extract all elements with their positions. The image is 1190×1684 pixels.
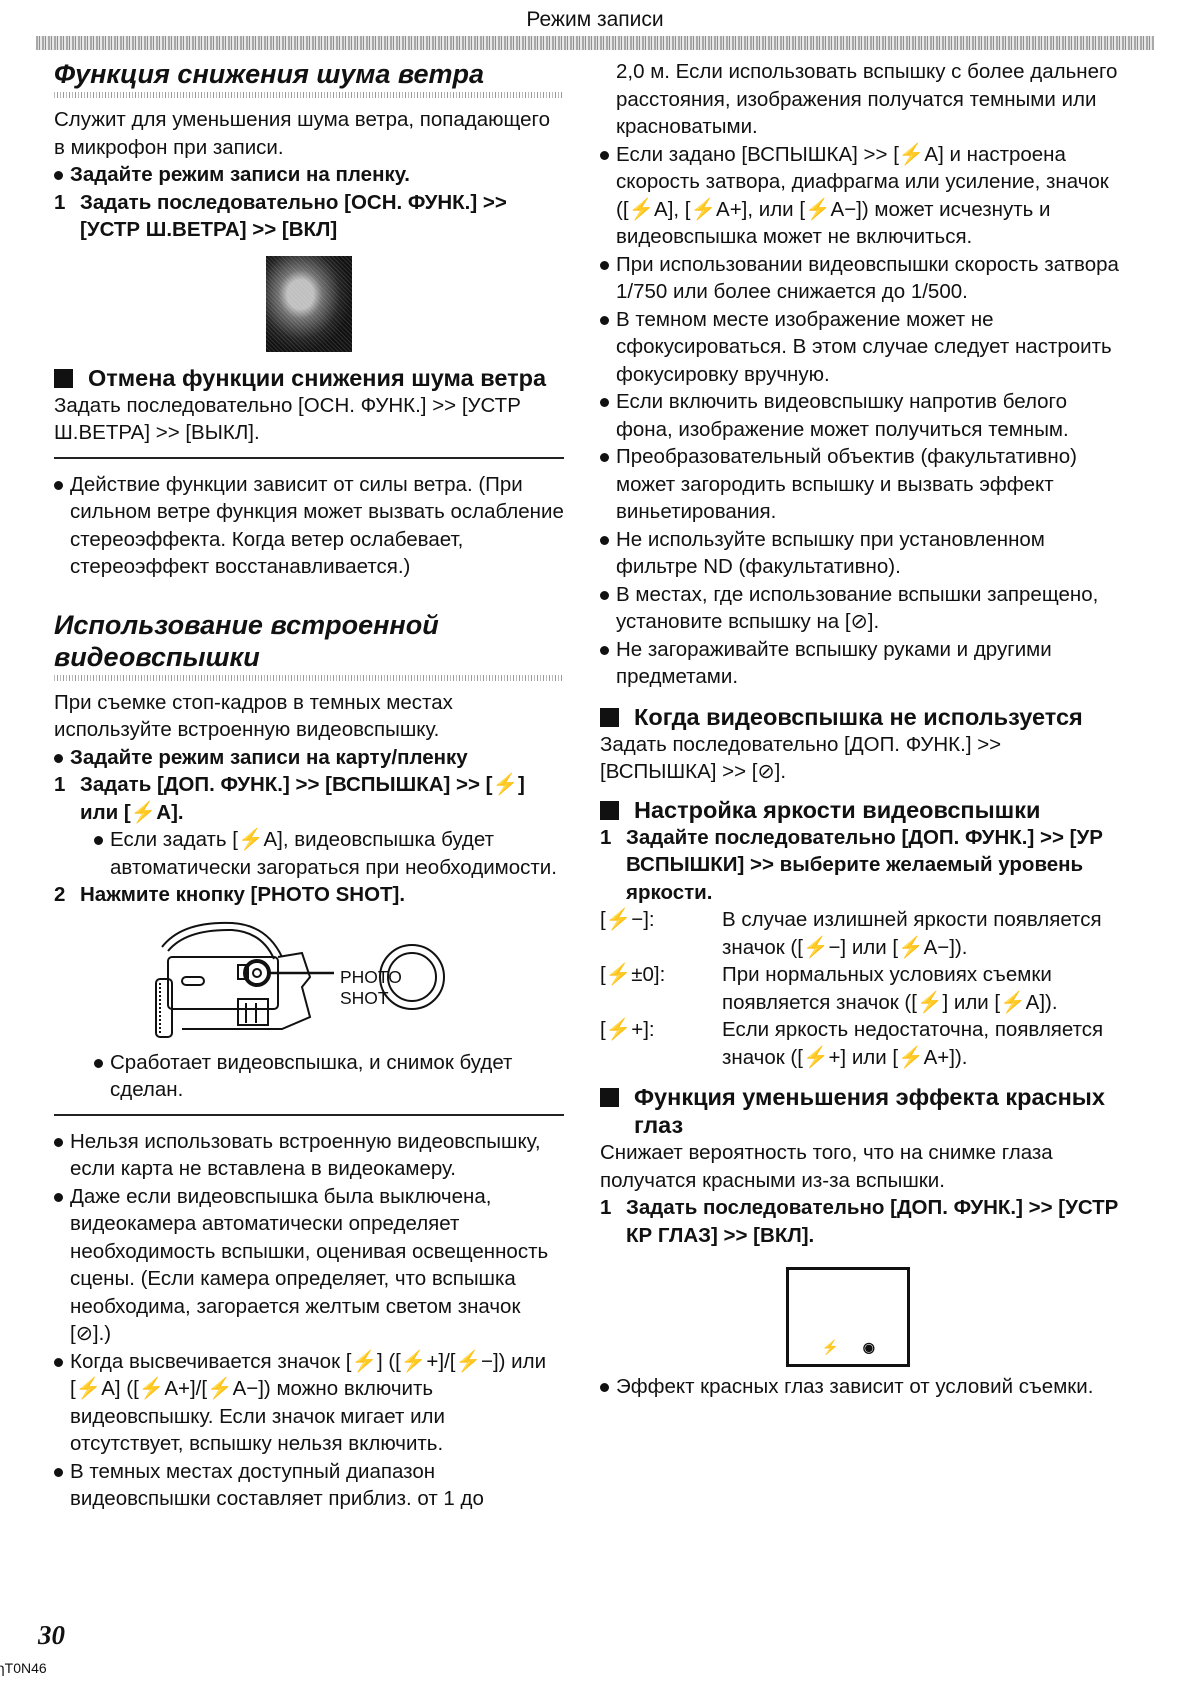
- flash-note: В темном месте изображение может не сфокусироваться. В этом случае следует настроить фокусировку вручную.: [600, 306, 1120, 389]
- wind-cancel-text: Задать последовательно [ОСН. ФУНК.] >> [УСТР Ш.ВЕТРА] >> [ВЫКЛ].: [54, 393, 521, 444]
- wind-step-1: 1 Задать последовательно [ОСН. ФУНК.] >> [УСТР Ш.ВЕТРА] >> [ВКЛ]: [54, 190, 507, 241]
- camera-figure: [54, 917, 564, 1045]
- wind-precondition: Задайте режим записи на пленку.: [54, 161, 564, 189]
- flash-eye-icons: ⚡ ◉: [821, 1339, 885, 1355]
- divider: [54, 1114, 564, 1116]
- flash-note: Если включить видеовспышку напротив белого фона, изображение может получиться темным.: [600, 388, 1120, 443]
- bullet-icon: [600, 398, 609, 407]
- range-continued: 2,0 м. Если использовать вспышку с более дальнего расстояния, изображения получатся темными или красноватыми.: [616, 60, 1118, 138]
- flash-step-1-note: Если задать [⚡A], видеовспышка будет автоматически загораться при необходимости.: [94, 826, 564, 881]
- wind-intro: Служит для уменьшения шума ветра, попадающего в микрофон при записи.: [54, 108, 550, 159]
- flash-note: Нельзя использовать встроенную видеовспышку, если карта не вставлена в видеокамеру.: [54, 1128, 564, 1183]
- level-key: [⚡±0]:: [600, 963, 666, 986]
- page-number: 30: [38, 1620, 65, 1650]
- level-key: [⚡−]:: [600, 908, 655, 931]
- flash-note: В темных местах доступный диапазон видеовспышки составляет приблиз. от 1 до: [54, 1458, 564, 1513]
- level-desc: При нормальных условиях съемки появляется значок ([⚡] или [⚡A]).: [722, 963, 1058, 1014]
- bullet-icon: [600, 261, 609, 270]
- red-eye-step-1: 1 Задать последовательно [ДОП. ФУНК.] >> [УСТР КР ГЛАЗ] >> [ВКЛ].: [600, 1196, 1119, 1247]
- wind-note: Действие функции зависит от силы ветра. (При сильном ветре функция может вызвать ослабление стереоэффекта. Когда ветер ослабевает, стереоэффект восстанавливается.): [54, 471, 564, 581]
- flash-step-2: 2 Нажмите кнопку [PHOTO SHOT].: [54, 881, 564, 909]
- flash-step-1: 1 Задать [ДОП. ФУНК.] >> [ВСПЫШКА] >> [⚡] или [⚡A].: [54, 773, 525, 824]
- square-bullet-icon: [600, 801, 619, 820]
- flash-note: Даже если видеовспышка была выключена, видеокамера автоматически определяет необходимость вспышки, оценивая освещенность сцены. (Если камера определяет, что вспышка необходима, загорается желтым светом значок [⊘].): [54, 1183, 564, 1348]
- photo-shot-label: PHOTO SHOT: [340, 966, 402, 1008]
- step-number: 1: [54, 773, 66, 796]
- flash-not-used-text: Задать последовательно [ДОП. ФУНК.] >> [ВСПЫШКА] >> [⊘].: [600, 732, 1002, 783]
- flash-precondition: Задайте режим записи на карту/пленку: [54, 744, 564, 772]
- flash-after-figure: Сработает видеовспышка, и снимок будет сделан.: [94, 1049, 564, 1104]
- flash-note: В местах, где использование вспышки запрещено, установите вспышку на [⊘].: [600, 581, 1120, 636]
- brightness-step-1: 1 Задайте последовательно [ДОП. ФУНК.] >> [УР ВСПЫШКИ] >> выберите желаемый уровень яркости.: [600, 825, 1103, 904]
- flash-note: Когда высвечивается значок [⚡] ([⚡+]/[⚡−]) или [⚡A] ([⚡A+]/[⚡A−]) можно включить видеовспышку. Если значок мигает или отсутствует, вспышку нельзя включить.: [54, 1348, 564, 1458]
- flash-note: Не загораживайте вспышку руками и другими предметами.: [600, 636, 1120, 691]
- flash-title-line1: Использование встроенной: [54, 609, 439, 640]
- document-code: ɿT0N46: [0, 1660, 47, 1676]
- bullet-icon: [54, 1193, 63, 1202]
- level-key: [⚡+]:: [600, 1018, 655, 1041]
- step-number: 1: [600, 1196, 612, 1219]
- bullet-icon: [54, 754, 63, 763]
- bullet-icon: [600, 536, 609, 545]
- square-bullet-icon: [600, 708, 619, 727]
- step-number: 1: [54, 190, 66, 214]
- bullet-icon: [600, 591, 609, 600]
- brightness-heading: Настройка яркости видеовспышки: [600, 796, 1120, 824]
- square-bullet-icon: [54, 369, 73, 388]
- camcorder-illustration: [142, 917, 472, 1045]
- divider: [54, 457, 564, 459]
- wind-title: Функция снижения шума ветра: [54, 59, 485, 89]
- flash-title-line2: видеовспышки: [54, 641, 260, 672]
- bullet-icon: [54, 1138, 63, 1147]
- title-underline: [54, 92, 564, 98]
- bullet-icon: [54, 171, 63, 180]
- bullet-icon: [600, 151, 609, 160]
- section-header: Режим записи: [526, 8, 664, 31]
- flash-note: Если задано [ВСПЫШКА] >> [⚡A] и настроена скорость затвора, диафрагма или усиление, значок ([⚡A], [⚡A+], или [⚡A−]) может исчезнуть и видеовспышка может не включиться.: [600, 141, 1120, 251]
- left-column: [54, 58, 564, 1513]
- level-desc: Если яркость недостаточна, появляется значок ([⚡+] или [⚡A+]).: [722, 1018, 1104, 1069]
- bullet-icon: [54, 481, 63, 490]
- flash-not-used-heading: Когда видеовспышка не используется: [600, 703, 1120, 731]
- title-underline: [54, 675, 564, 681]
- bullet-icon: [600, 316, 609, 325]
- wind-cancel-heading: Отмена функции снижения шума ветра: [54, 364, 564, 392]
- bullet-icon: [54, 1468, 63, 1477]
- bullet-icon: [54, 1358, 63, 1367]
- step-number: 1: [600, 825, 612, 849]
- square-bullet-icon: [600, 1088, 619, 1107]
- bullet-icon: [600, 646, 609, 655]
- header-band: [36, 36, 1154, 50]
- red-eye-intro: Снижает вероятность того, что на снимке глаза получатся красными из-за вспышки.: [600, 1141, 1053, 1192]
- bullet-icon: [94, 836, 103, 845]
- flash-note: Не используйте вспышку при установленном фильтре ND (факультативно).: [600, 526, 1120, 581]
- right-column: [600, 58, 1120, 1401]
- bullet-icon: [94, 1059, 103, 1068]
- bullet-icon: [600, 453, 609, 462]
- brightness-levels: [600, 906, 1120, 1071]
- flash-note: Преобразовательный объектив (факультативно) может загородить вспышку и вызвать эффект виньетирования.: [600, 443, 1120, 526]
- flash-note: При использовании видеовспышки скорость затвора 1/750 или более снижается до 1/500.: [600, 251, 1120, 306]
- red-eye-heading: Функция уменьшения эффекта красных глаз: [600, 1083, 1120, 1139]
- wind-photo: [266, 256, 352, 352]
- bullet-icon: [600, 1383, 609, 1392]
- step-number: 2: [54, 883, 66, 906]
- flash-intro: При съемке стоп-кадров в темных местах используйте встроенную видеовспышку.: [54, 690, 453, 741]
- red-eye-note: Эффект красных глаз зависит от условий съемки.: [600, 1373, 1120, 1401]
- viewfinder-illustration: [786, 1267, 910, 1367]
- level-desc: В случае излишней яркости появляется значок ([⚡−] или [⚡A−]).: [722, 908, 1102, 959]
